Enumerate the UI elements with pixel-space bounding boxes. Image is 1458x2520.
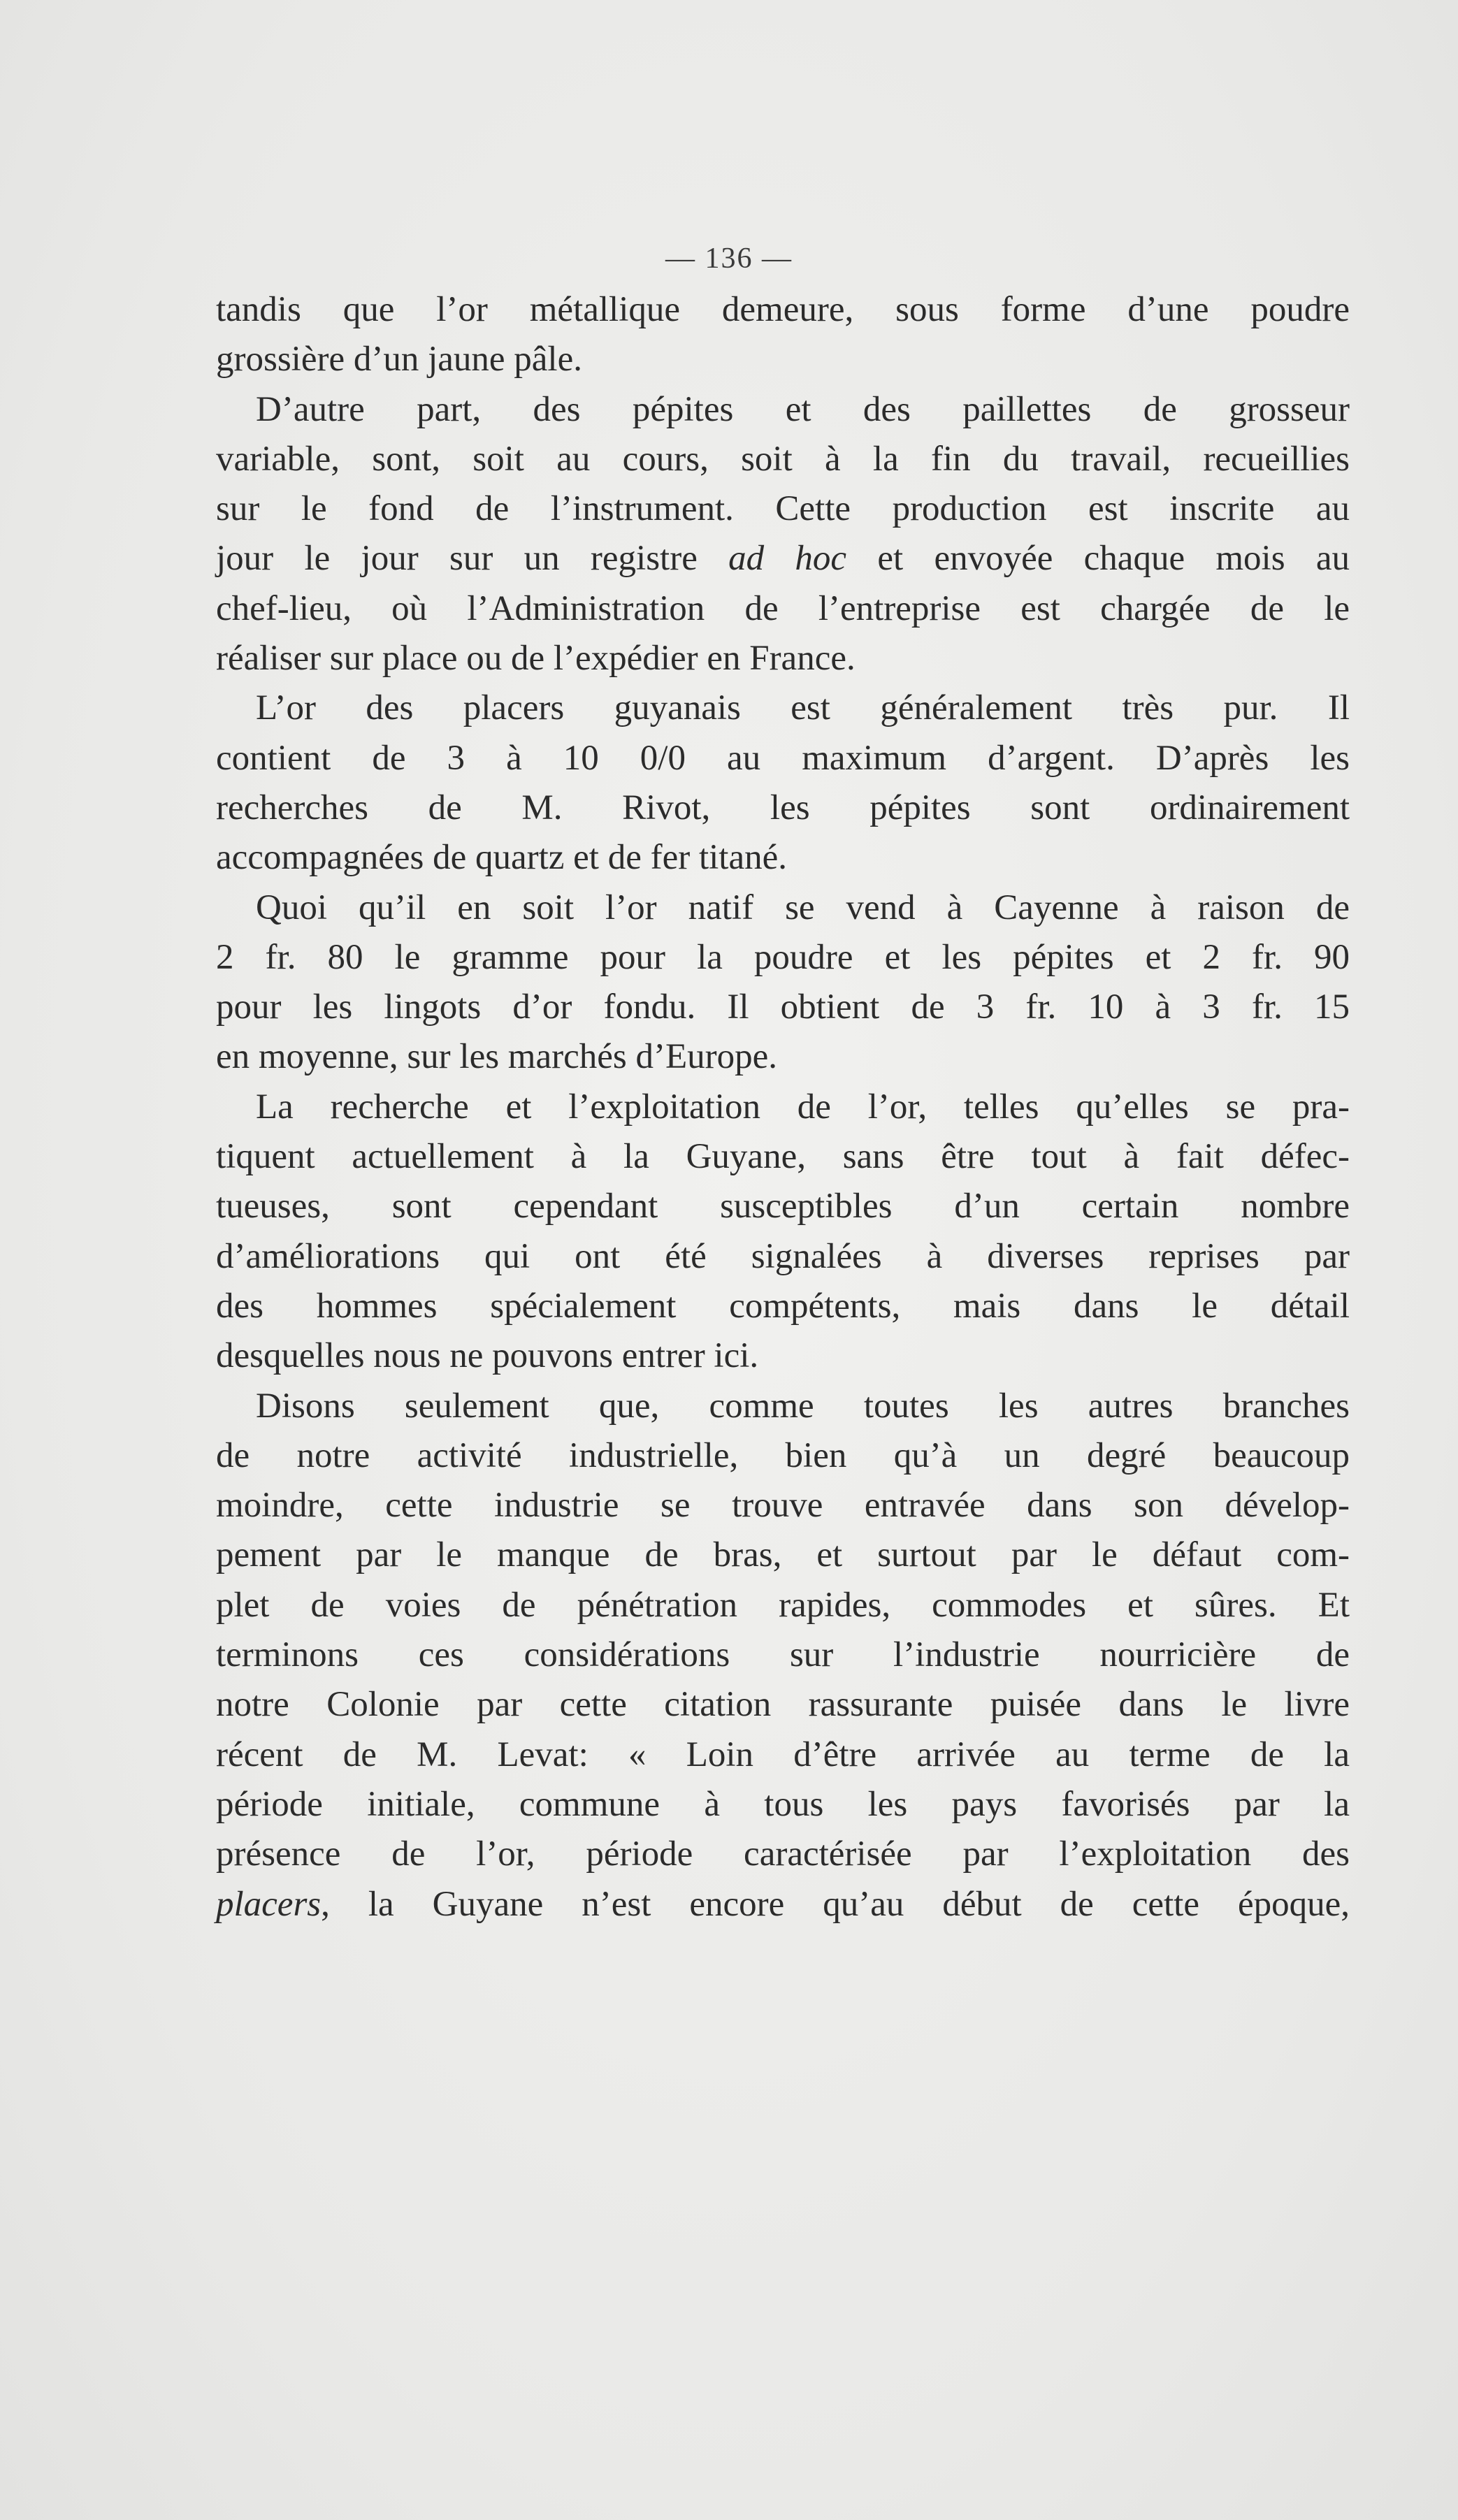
text-line: de notre activité industrielle, bien qu’à un degré beaucoup xyxy=(216,1435,1350,1475)
text-line: période initiale, commune à tous les pays favorisés par la xyxy=(216,1784,1350,1824)
page-number: — 136 — xyxy=(665,242,793,275)
italic-phrase: ad hoc xyxy=(728,539,847,579)
text-line: en moyenne, sur les marchés d’Europe. xyxy=(216,1037,777,1077)
line-segment: , la Guyane n’est encore qu’au début de cette époque, xyxy=(321,1884,1350,1924)
text-line: récent de M. Levat: « Loin d’être arrivée au terme de la xyxy=(216,1735,1350,1774)
text-line: variable, sont, soit au cours, soit à la fin du travail, recueillies xyxy=(216,439,1350,479)
text-line: d’améliorations qui ont été signalées à diverses reprises par xyxy=(216,1236,1350,1276)
text-line: sur le fond de l’instrument. Cette production est inscrite au xyxy=(216,489,1350,529)
text-line: Disons seulement que, comme toutes les autres branches xyxy=(256,1386,1350,1426)
text-line: grossière d’un jaune pâle. xyxy=(216,340,582,379)
text-line: desquelles nous ne pouvons entrer ici. xyxy=(216,1336,759,1376)
text-line: pement par le manque de bras, et surtout par le défaut com- xyxy=(216,1535,1350,1575)
line-segment: et envoyée chaque mois au xyxy=(846,539,1350,579)
text-line: chef-lieu, où l’Administration de l’entreprise est chargée de le xyxy=(216,588,1350,628)
text-line: L’or des placers guyanais est généralement très pur. Il xyxy=(256,688,1350,728)
text-line: tandis que l’or métallique demeure, sous forme d’une poudre xyxy=(216,290,1350,329)
text-line: réaliser sur place ou de l’expédier en France. xyxy=(216,639,856,679)
body-text xyxy=(216,285,1350,1929)
italic-phrase: placers xyxy=(216,1884,322,1924)
text-line: des hommes spécialement compétents, mais dans le détail xyxy=(216,1286,1350,1326)
text-line xyxy=(216,534,1350,584)
line-segment: jour le jour sur un registre xyxy=(216,539,729,579)
text-line: présence de l’or, période caractérisée par l’exploitation des xyxy=(216,1834,1350,1874)
text-line: tiquent actuellement à la Guyane, sans être tout à fait défec- xyxy=(216,1137,1350,1177)
text-line: moindre, cette industrie se trouve entravée dans son dévelop- xyxy=(216,1486,1350,1526)
text-line: 2 fr. 80 le gramme pour la poudre et les pépites et 2 fr. 90 xyxy=(216,937,1350,977)
text-line: accompagnées de quartz et de fer titané. xyxy=(216,838,787,878)
text-line xyxy=(216,1880,1350,1929)
text-line: terminons ces considérations sur l’industrie nourricière de xyxy=(216,1635,1350,1675)
text-line: pour les lingots d’or fondu. Il obtient de 3 fr. 10 à 3 fr. 15 xyxy=(216,987,1350,1027)
text-line: D’autre part, des pépites et des paillettes de grosseur xyxy=(256,389,1350,429)
text-line: La recherche et l’exploitation de l’or, telles qu’elles se pra- xyxy=(256,1087,1350,1127)
text-line: notre Colonie par cette citation rassurante puisée dans le livre xyxy=(216,1685,1350,1725)
text-line: tueuses, sont cependant susceptibles d’un certain nombre xyxy=(216,1187,1350,1226)
text-line: contient de 3 à 10 0/0 au maximum d’argent. D’après les xyxy=(216,738,1350,778)
text-line: plet de voies de pénétration rapides, commodes et sûres. Et xyxy=(216,1585,1350,1625)
text-line: Quoi qu’il en soit l’or natif se vend à Cayenne à raison de xyxy=(256,888,1350,927)
text-line: recherches de M. Rivot, les pépites sont ordinairement xyxy=(216,788,1350,827)
